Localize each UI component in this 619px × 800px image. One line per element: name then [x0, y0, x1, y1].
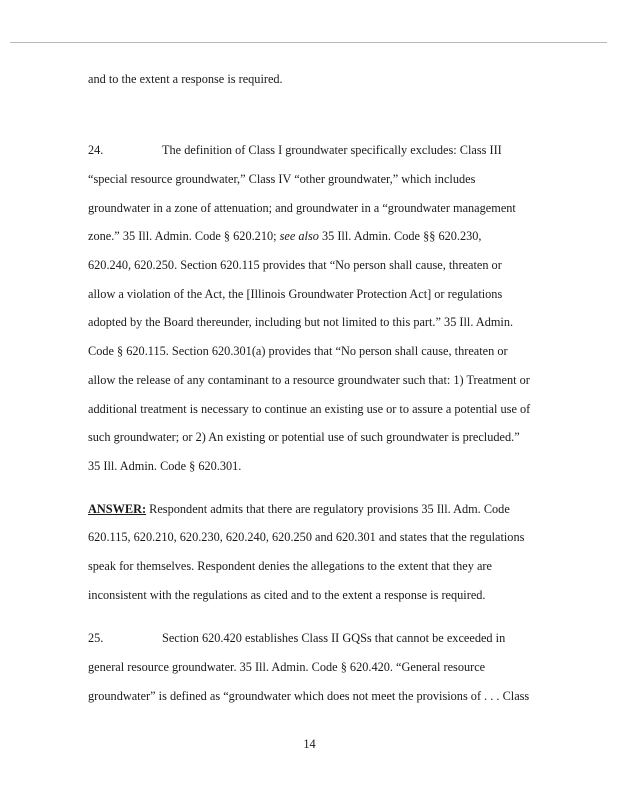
para24-line-5: 620.240, 620.250. Section 620.115 provides that “No person shall cause, threaten or: [88, 258, 502, 272]
para25-first-line: [88, 631, 505, 645]
para24-line-11: such groundwater; or 2) An existing or potential use of such groundwater is precluded.”: [88, 430, 520, 444]
see-also-citation: see also: [279, 229, 319, 243]
intro-line: and to the extent a response is required.: [88, 72, 283, 86]
answer-line-4: inconsistent with the regulations as cited and to the extent a response is required.: [88, 588, 486, 602]
para24-line-9: allow the release of any contaminant to a resource groundwater such that: 1) Treatment or: [88, 373, 530, 387]
para24-line-4: zone.” 35 Ill. Admin. Code § 620.210; see also 35 Ill. Admin. Code §§ 620.230,: [88, 229, 482, 243]
para24-line-7: adopted by the Board thereunder, including but not limited to this part.” 35 Ill. Admin.: [88, 315, 514, 329]
para24-line-10: additional treatment is necessary to continue an existing use or to assure a potential use of: [88, 402, 531, 416]
para25-line-2: general resource groundwater. 35 Ill. Admin. Code § 620.420. “General resource: [88, 660, 486, 674]
answer-line-2: 620.115, 620.210, 620.230, 620.240, 620.250 and 620.301 and states that the regulations: [88, 530, 525, 544]
answer-line-1: Respondent admits that there are regulatory provisions 35 Ill. Adm. Code: [146, 502, 510, 516]
para24-line-3: groundwater in a zone of attenuation; and groundwater in a “groundwater management: [88, 201, 516, 215]
page-number: 14: [303, 737, 316, 751]
para24-number: 24.: [88, 143, 104, 157]
para24-line-1: The definition of Class I groundwater specifically excludes: Class III: [162, 143, 502, 157]
answer-line-3: speak for themselves. Respondent denies the allegations to the extent that they are: [88, 559, 492, 573]
para24-line-2: “special resource groundwater,” Class IV “other groundwater,” which includes: [88, 172, 476, 186]
para24-first-line: [88, 143, 502, 157]
answer-first-line: [88, 502, 510, 516]
answer-label: ANSWER:: [88, 502, 147, 516]
para24-line-8: Code § 620.115. Section 620.301(a) provides that “No person shall cause, threaten or: [88, 344, 508, 358]
para25-line-3: groundwater” is defined as “groundwater which does not meet the provisions of . . . Class: [88, 689, 530, 703]
para25-line-1: Section 620.420 establishes Class II GQSs that cannot be exceeded in: [162, 631, 506, 645]
para24-line-6: allow a violation of the Act, the [Illinois Groundwater Protection Act] or regulations: [88, 287, 503, 301]
para24-line-12: 35 Ill. Admin. Code § 620.301.: [88, 459, 242, 473]
para25-number: 25.: [88, 631, 104, 645]
top-rule: [10, 42, 607, 43]
